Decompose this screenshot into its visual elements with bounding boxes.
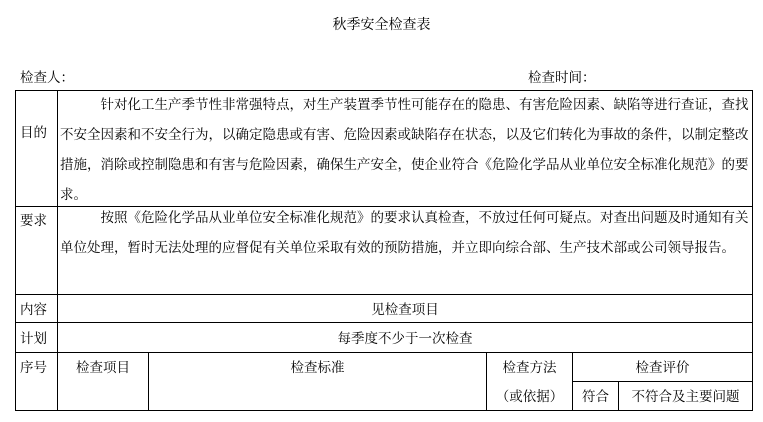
header-conform: 符合: [582, 389, 609, 405]
purpose-paragraph: 针对化工生产季节性非常强特点，对生产装置季节性可能存在的隐患、有害危险因素、缺陷等进行查证，查找不安全因素和不安全行为，以确定隐患或有害、危险因素或缺陷存在状态，以及它们转化为事故的条件，以制定整改措施，消除或控制隐患和有害与危险因素，确保生产安全，使企业符合《危险化学品从业单位安全标准化规范》的要求。: [60, 97, 749, 203]
requirement-text: [60, 203, 750, 263]
header-seq: 序号: [20, 360, 47, 376]
plan-label: 计划: [20, 331, 47, 347]
plan-value: 每季度不少于一次检查: [337, 331, 473, 347]
page-title: 秋季安全检查表: [332, 17, 431, 33]
header-evaluation: 检查评价: [635, 360, 690, 376]
requirement-paragraph: 按照《危险化学品从业单位安全标准化规范》的要求认真检查，不放过任何可疑点。对查出问题及时通知有关单位处理，暂时无法处理的应督促有关单位采取有效的预防措施，并立即向综合部、生产技术部或公司领导报告。: [60, 210, 749, 256]
content-label: 内容: [20, 302, 47, 318]
header-method-line2: （或依据）: [495, 389, 564, 405]
inspector-label: 检查人：: [20, 70, 74, 86]
content-value: 见检查项目: [371, 302, 439, 318]
header-method-line1: 检查方法: [502, 360, 557, 376]
header-item: 检查项目: [76, 360, 130, 376]
header-nonconform: 不符合及主要问题: [631, 389, 740, 405]
inspection-time-label: 检查时间：: [528, 70, 596, 86]
purpose-label: 目的: [20, 125, 47, 141]
header-standard: 检查标准: [290, 360, 345, 376]
purpose-text: [60, 90, 750, 210]
requirement-label: 要求: [20, 213, 47, 229]
